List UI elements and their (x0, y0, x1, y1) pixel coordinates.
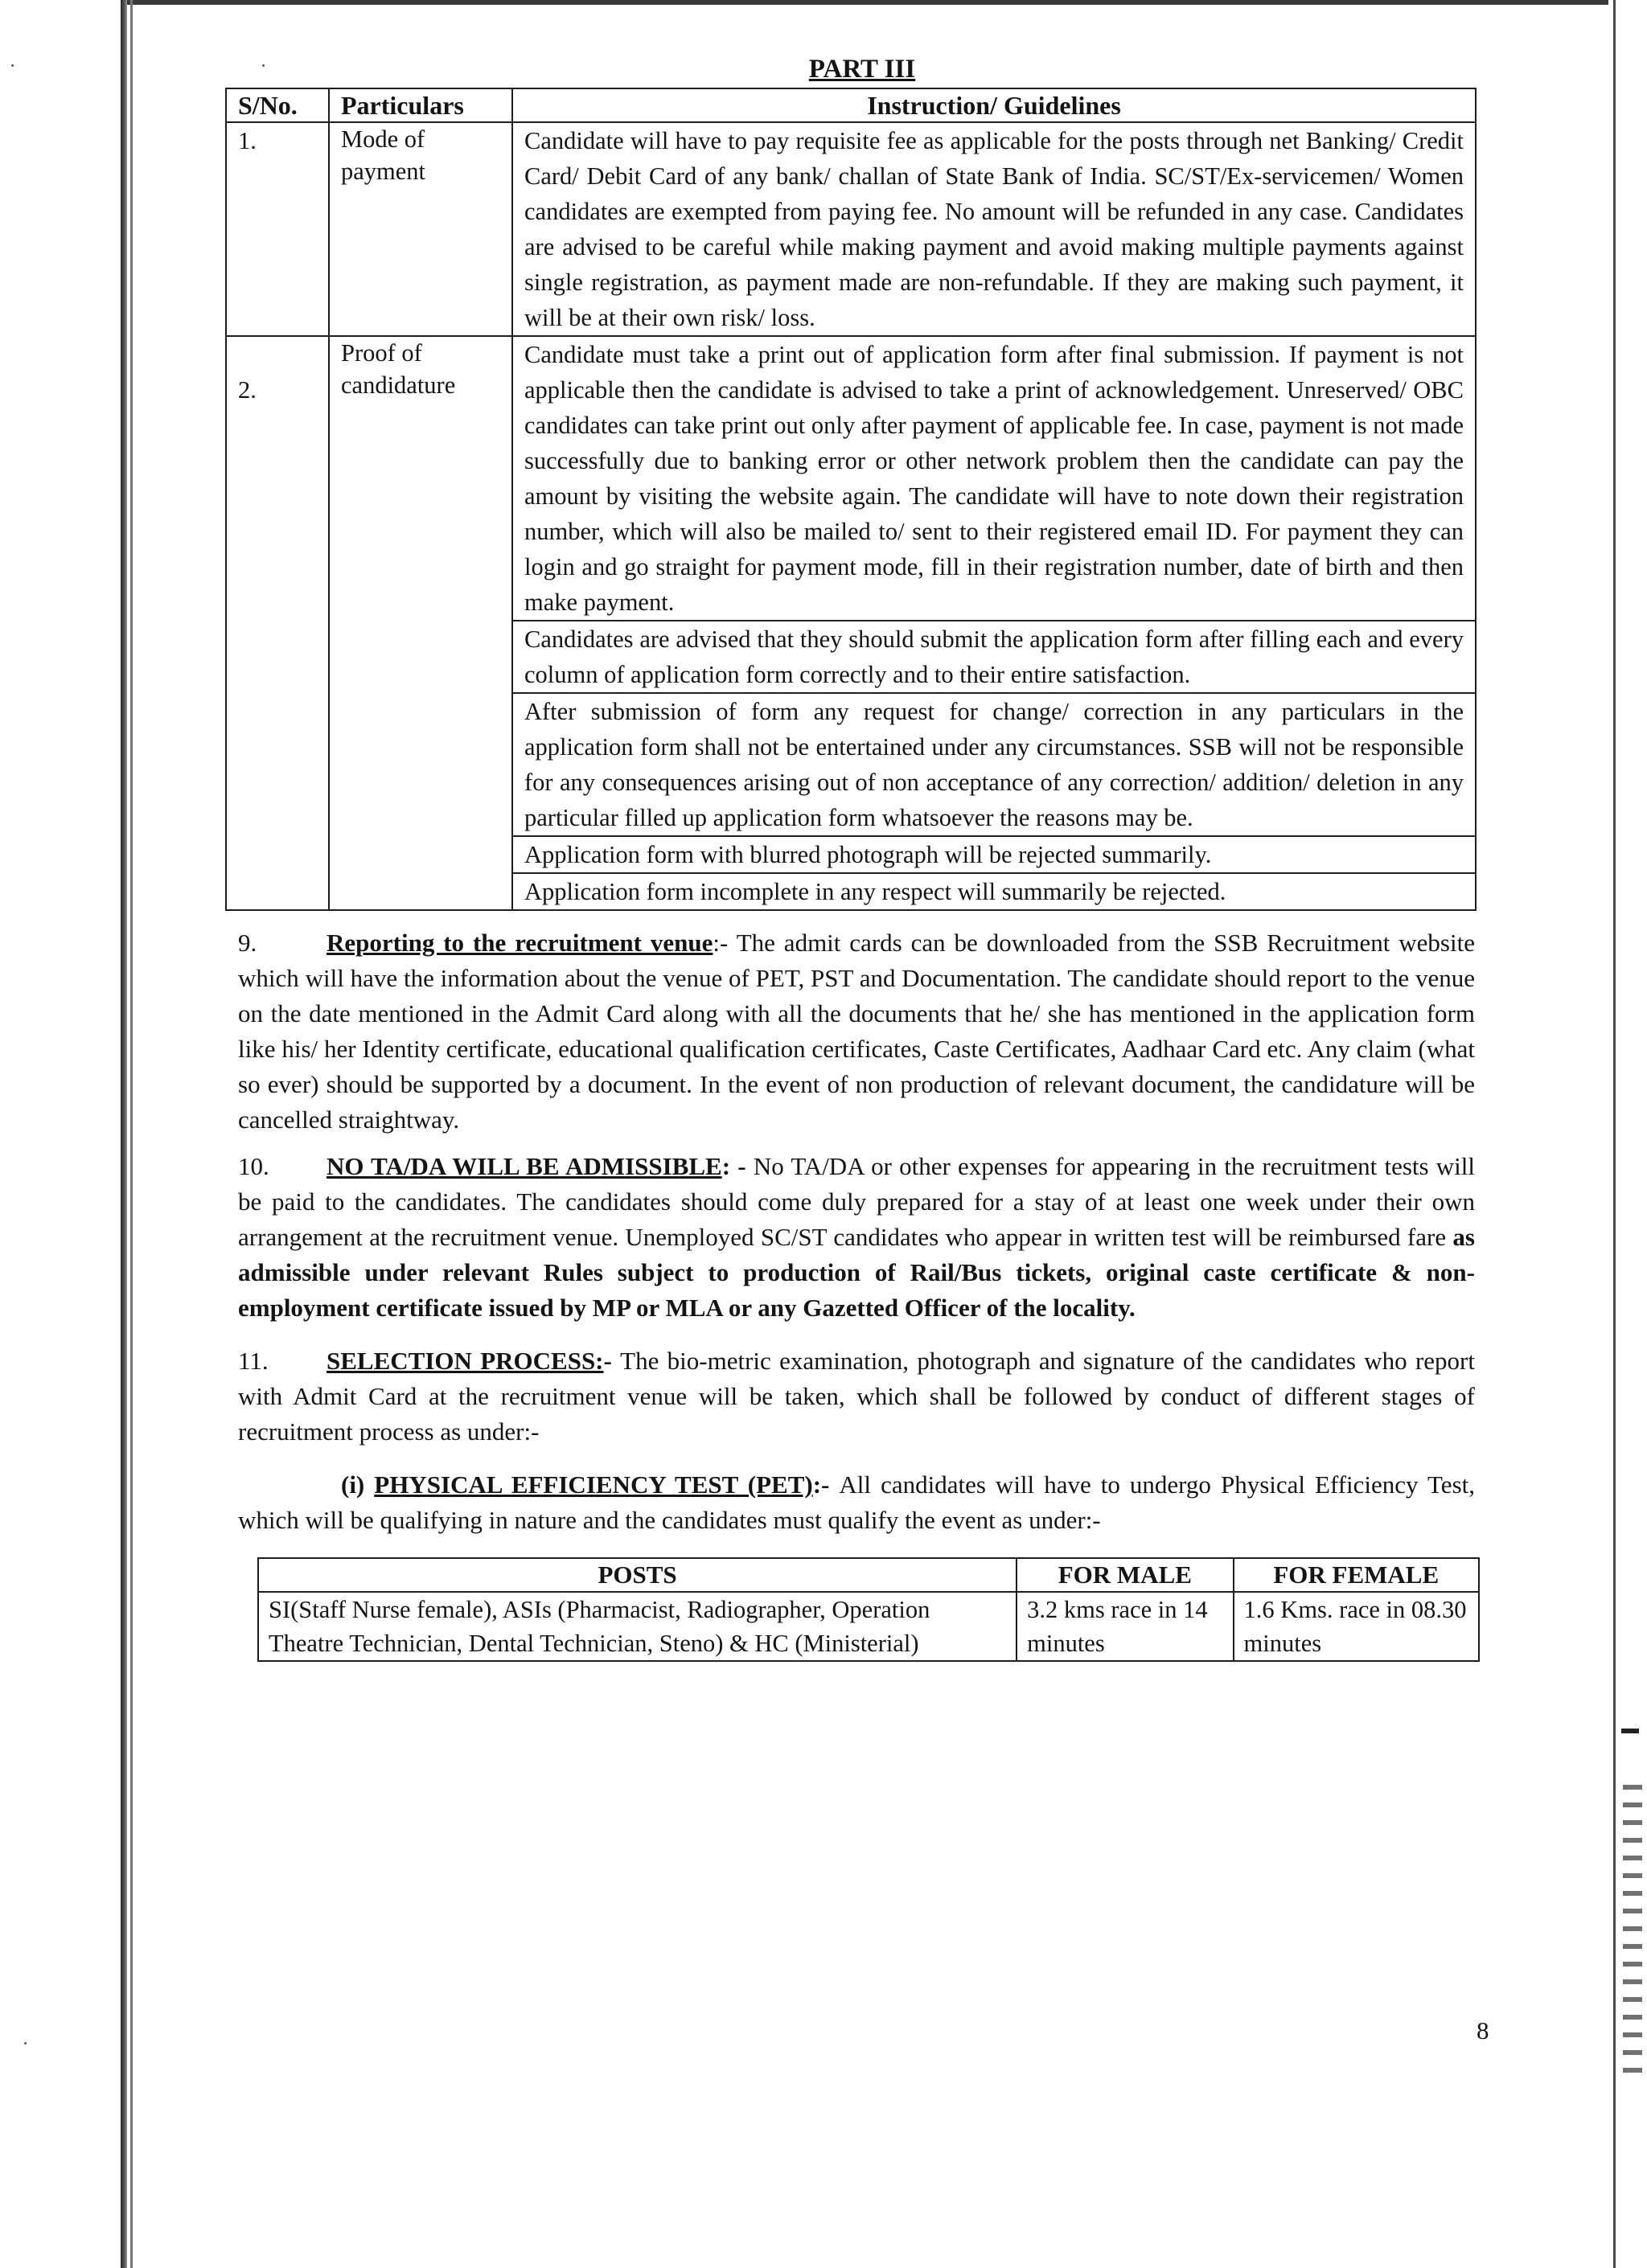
heading-separator: :- (713, 929, 737, 957)
row-sno-cell (226, 836, 329, 873)
header-instructions: Instruction/ Guidelines (512, 88, 1476, 122)
row-instruction: After submission of form any request for change/ correction in any particulars in the application form shall not be entertained under any circumstances. SSB will not be responsible for any consequences arising out of non acceptance of any correction/ addition/ deletion in any particular filled up application form whatsoever the reasons may be. (512, 693, 1476, 836)
scan-speck (11, 64, 14, 67)
row-particulars: Proof of candidature (329, 336, 512, 621)
row-particulars-cell (329, 836, 512, 873)
guidelines-header-row (226, 88, 1476, 122)
paragraph-text: The bio-metric examination, photograph and signature of the candidates who report with Admit Card at the recruitment venue will be taken, which shall be followed by conduct of different stages of recruitment process as under:- (238, 1347, 1475, 1446)
row-particulars: Mode of payment (329, 122, 512, 336)
row-sno: 1. (226, 122, 329, 336)
table-row (258, 1592, 1479, 1661)
scan-left-edge-line (130, 0, 133, 2268)
paragraph-10 (227, 1149, 1481, 1326)
header-posts: POSTS (258, 1558, 1017, 1592)
pet-header-row (258, 1558, 1479, 1592)
page-number: 8 (1477, 2016, 1489, 2044)
paragraph-text: The admit cards can be downloaded from the SSB Recruitment website which will have the information about the venue of PET, PST and Documentation. The candidate should report to the venue on the date mentioned in the Admit Card along with all the documents that he/ she has mentioned in the application form like his/ her Identity certificate, educational qualification certificates, Caste Certificates, Aadhaar Card etc. Any claim (what so ever) should be supported by a document. In the event of non production of relevant document, the candidature will be cancelled straightway. (238, 929, 1475, 1134)
scan-right-mark (1621, 1729, 1639, 1733)
part-title: PART III (808, 55, 916, 84)
row-sno-cell (226, 621, 329, 693)
row-instruction: Application form incomplete in any respect will summarily be rejected. (512, 873, 1476, 910)
row-sno-cell (226, 336, 329, 621)
row-sno-cell (226, 873, 329, 910)
scan-left-edge (121, 0, 127, 2268)
table-row (226, 621, 1476, 693)
row-sno-cell (226, 693, 329, 836)
paragraph-text: No TA/DA or other expenses for appearing in the recruitment tests will be paid to the candidates. The candidates should come duly prepared for a stay of at least one week under their own arrangement at the recruitment venue. Unemployed SC/ST candidates who appear in written test will be reimbursed fare (238, 1152, 1476, 1251)
pet-female-cell: 1.6 Kms. race in 08.30 minutes (1234, 1592, 1479, 1661)
pet-male-cell: 3.2 kms race in 14 minutes (1017, 1592, 1233, 1661)
table-row (226, 336, 1476, 621)
scan-speck (24, 2042, 27, 2044)
guidelines-table (225, 88, 1477, 911)
subparagraph-prefix: (i) (341, 1470, 375, 1499)
table-row (226, 873, 1476, 910)
pet-table (257, 1557, 1480, 1662)
paragraph-9 (227, 925, 1481, 1138)
row-sno: 2. (238, 376, 257, 404)
header-male: FOR MALE (1017, 1558, 1233, 1592)
scan-top-edge (121, 0, 1608, 5)
row-instruction: Application form with blurred photograph will be rejected summarily. (512, 836, 1476, 873)
table-row (226, 693, 1476, 836)
pet-posts-cell: SI(Staff Nurse female), ASIs (Pharmacist, Radiographer, Operation Theatre Technician, Dental Technician, Steno) & HC (Ministerial) (258, 1592, 1017, 1661)
table-row (226, 836, 1476, 873)
header-female: FOR FEMALE (1234, 1558, 1479, 1592)
scan-right-edge (1613, 0, 1616, 2268)
heading-separator: :- (812, 1470, 840, 1499)
paragraph-number: 10. (238, 1152, 269, 1180)
row-instruction: Candidates are advised that they should submit the application form after filling each and every column of application form correctly and to their entire satisfaction. (512, 621, 1476, 693)
paragraph-number: 9. (238, 929, 257, 957)
paragraph-heading: PHYSICAL EFFICIENCY TEST (PET) (374, 1470, 813, 1499)
paragraph-text: All candidates will have to undergo Physical Efficiency Test, which will be qualifying in nature and the candidates must qualify the event as under:- (238, 1470, 1475, 1534)
paragraph-heading: Reporting to the recruitment venue (327, 929, 713, 957)
row-particulars-cell (329, 621, 512, 693)
row-instruction: Candidate will have to pay requisite fee as applicable for the posts through net Banking/ Credit Card/ Debit Card of any bank/ challan of State Bank of India. SC/ST/Ex-servicemen/ Women candidates are exempted from paying fee. No amount will be refunded in any case. Candidates are advised to be careful while making payment and avoid making multiple payments against single registration, as payment made are non-refundable. If they are making such payment, it will be at their own risk/ loss. (512, 122, 1476, 336)
row-instruction: Candidate must take a print out of application form after final submission. If payment is not applicable then the candidate is advised to take a print of acknowledgement. Unreserved/ OBC candidates can take print out only after payment of applicable fee. In case, payment is not made successfully due to banking error or other network problem then the candidate can pay the amount by visiting the website again. The candidate will have to note down their registration number, which will also be mailed to/ sent to their registered email ID. For payment they can login and go straight for payment mode, fill in their registration number, date of birth and then make payment. (512, 336, 1476, 621)
table-row (226, 122, 1476, 336)
document-page (227, 55, 1481, 1662)
header-sno: S/No. (226, 88, 329, 122)
paragraph-heading: NO TA/DA WILL BE ADMISSIBLE (327, 1152, 722, 1180)
heading-separator: - (603, 1347, 621, 1375)
scan-right-binding-marks (1623, 1785, 1642, 2074)
paragraph-heading: SELECTION PROCESS: (327, 1347, 604, 1375)
paragraph-bold-text: as admissible under relevant Rules subject to production of Rail/Bus tickets, original caste certificate & non-employment certificate issued by MP or MLA or any Gazetted Officer of the locality. (238, 1223, 1475, 1322)
row-particulars-cell (329, 873, 512, 910)
row-particulars-cell (329, 693, 512, 836)
header-particulars: Particulars (329, 88, 512, 122)
paragraph-number: 11. (238, 1347, 269, 1375)
heading-separator: : - (721, 1152, 754, 1180)
paragraph-11 (227, 1343, 1481, 1450)
paragraph-11-i (227, 1467, 1481, 1538)
